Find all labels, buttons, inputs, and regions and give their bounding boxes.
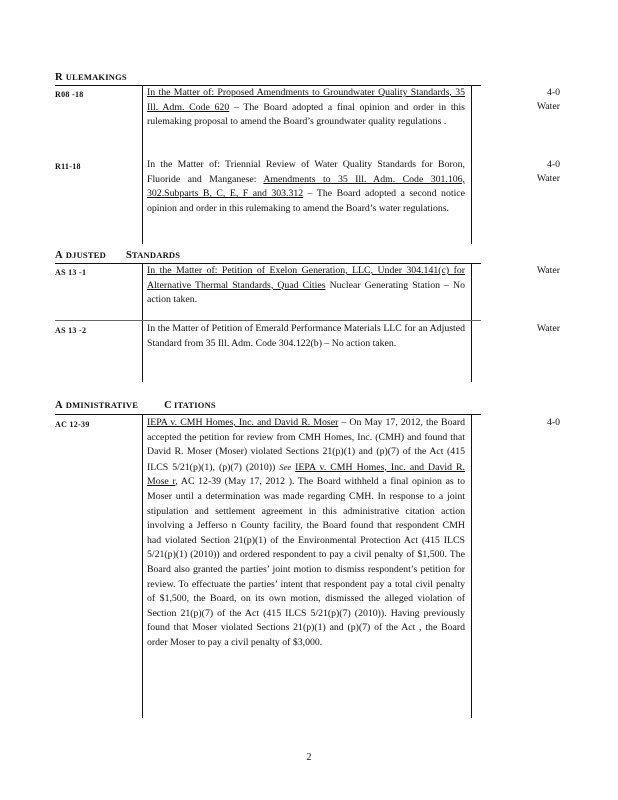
column-divider: [471, 86, 472, 244]
media-type: Water: [536, 323, 560, 334]
case-citation: IEPA v. CMH Homes, Inc. and David R. Mose r: [147, 461, 465, 488]
column-divider: [471, 264, 472, 382]
case-description: In the Matter of: Petition of Exelon Generation, LLC, Under 304.141(c) for Alternative Thermal Standards, Quad Cities Nuclear Generating Station – No action taken.: [147, 265, 465, 306]
case-description: In the Matter of: Proposed Amendments to Groundwater Quality Standards, 35 Ill. Adm. Code 620 – The Board adopted a final opinion and order in this rulemaking proposal to amend the Board’s groundwater quality regulations .: [147, 87, 465, 128]
media-type: Water: [536, 101, 560, 112]
case-description: IEPA v. CMH Homes, Inc. and David R. Moser – On May 17, 2012, the Board accepted the petition for review from CMH Homes, Inc. (CMH) and found that David R. Moser (Moser) violated Sections 21(p)(1) and (p)(7) of the Act (415 ILCS 5/21(p)(1), (p)(7) (2010)) See IEPA v. CMH Homes, Inc. and David R. Mose r, AC 12-39 (May 17, 2012 ). The Board withheld a final opinion as to Moser until a determination was made regarding CMH. In response to a joint stipulation and settlement agreement in this administrative citation action involving a Jefferso n County facility, the Board found that respondent CMH had violated Section 21(p)(1) of the Environmental Protection Act (415 ILCS 5/21(p)(1) (2010)) and ordered respondent to pay a civil penalty of $1,500. The Board also granted the parties’ joint motion to dismiss respondent’s petition for review. To effectuate the parties’ intent that respondent pay a total civil penalty of $1,500, the Board, on its own motion, dismissed the alleged violation of Section 21(p)(7) of the Act (415 ILCS 5/21(p)(7) (2010)). Having previously found that Moser violated Sections 21(p)(1) and (p)(7) of the Act , the Board order Moser to pay a civil penalty of $3,000.: [147, 417, 466, 648]
case-title: IEPA v. CMH Homes, Inc. and David R. Moser: [147, 417, 339, 428]
vote-count: 4-0: [546, 159, 560, 170]
column-divider: [142, 264, 143, 382]
case-title: In the Matter of: Proposed Amendments to Groundwater Quality Standards, 35 Ill. Adm. Code 620: [147, 87, 465, 113]
vote-count: 4-0: [546, 417, 560, 428]
section-heading-rulemakings: R ULEMAKINGS: [55, 72, 127, 83]
page-number: 2: [306, 752, 312, 763]
media-type: Water: [536, 265, 560, 276]
case-number: AC 12-39: [55, 420, 90, 429]
case-description: In the Matter of Petition of Emerald Performance Materials LLC for an Adjusted Standard from 35 Ill. Adm. Code 304.122(b) – No action taken.: [147, 323, 465, 349]
case-number: R11-18: [55, 162, 81, 171]
case-number: AS 13 -1: [55, 268, 87, 277]
section-heading-adjusted-standards: A DJUSTED STANDARDS: [55, 250, 181, 261]
case-description: In the Matter of: Triennial Review of Water Quality Standards for Boron, Fluoride and Manganese: Amendments to 35 Ill. Adm. Code 301.106, 302.Subparts B, C, E, F and 303.312 – The Board adopted a second notice opinion and order in this rulemaking to amend the Board’s water regulations.: [147, 159, 465, 214]
case-number: AS 13 -2: [55, 326, 87, 335]
column-divider: [142, 415, 143, 718]
row-separator: [55, 320, 481, 321]
case-number: R08 -18: [55, 90, 84, 99]
section-heading-administrative-citations: A DMINISTRATIVE C ITATIONS: [55, 400, 216, 411]
table-rule-top: [55, 414, 481, 415]
vote-count: 4-0: [546, 87, 560, 98]
case-title: Amendments to 35 Ill. Adm. Code 301.106, 302.Subparts B, C, E, F and 303.312: [147, 173, 465, 200]
column-divider: [471, 415, 472, 718]
column-divider: [142, 86, 143, 244]
case-title: In the Matter of: Petition of Exelon Generation, LLC, Under 304.141(c) for Alternative Thermal Standards, Quad Cities: [147, 265, 465, 291]
media-type: Water: [536, 173, 560, 184]
